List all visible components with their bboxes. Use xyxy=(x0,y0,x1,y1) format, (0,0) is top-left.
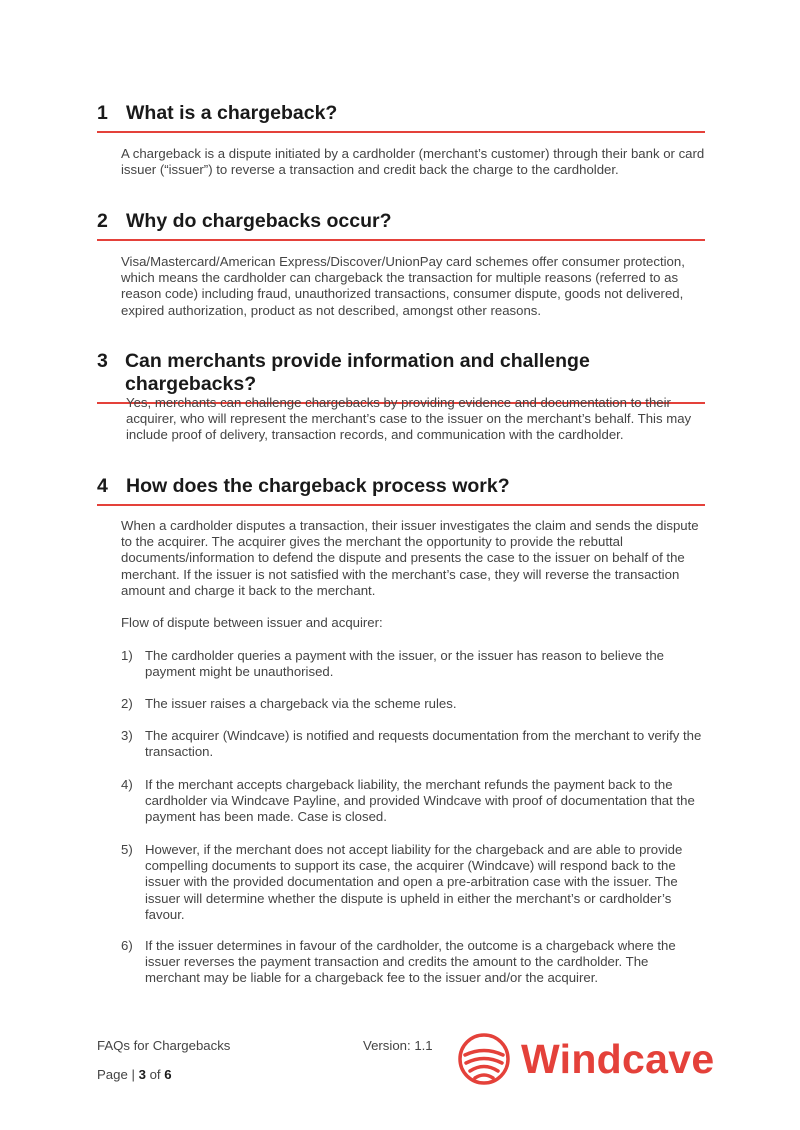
section-heading-1 xyxy=(97,102,705,133)
list-item-number: 1) xyxy=(121,648,133,663)
list-item-number: 4) xyxy=(121,777,133,792)
section-heading-2 xyxy=(97,210,705,241)
section-title: Why do chargebacks occur? xyxy=(126,210,392,232)
page-of: of xyxy=(149,1067,161,1082)
list-item xyxy=(121,696,706,712)
footer-doc-title: FAQs for Chargebacks xyxy=(97,1038,231,1053)
paragraph-what-is-chargeback: A chargeback is a dispute initiated by a cardholder (merchant’s customer) through their bank or card issuer (“issuer”) to reverse a transaction and credit back the charge to the cardholder. xyxy=(121,146,705,178)
list-item-number: 3) xyxy=(121,728,133,743)
list-item xyxy=(121,728,706,760)
list-item-text: However, if the merchant does not accept liability for the chargeback and are able to provide compelling documents to support its case, the acquirer (Windcave) will respond back to the issuer with the provided documentation and open a pre-arbitration case with the issuer. The issuer will determine whether the dispute is upheld in either the merchant’s or cardholder’s favour. xyxy=(145,842,683,922)
list-item xyxy=(121,938,706,987)
footer-version: Version: 1.1 xyxy=(363,1038,433,1053)
paragraph-flow-intro: Flow of dispute between issuer and acquirer: xyxy=(121,615,383,630)
section-title: Can merchants provide information and challenge chargebacks? xyxy=(124,350,590,395)
paragraph-why-chargebacks: Visa/Mastercard/American Express/Discover/UnionPay card schemes offer consumer protection, which means the cardholder can chargeback the transaction for multiple reasons (referred to as reason code) including fraud, unauthorized transactions, consumer dispute, goods not delivered, expired authorization, product as not described, amongst other reasons. xyxy=(121,254,685,318)
list-item-text: If the issuer determines in favour of the cardholder, the outcome is a chargeback where the issuer reverses the payment transaction and credits the amount to the cardholder. The merchant may be liable for a chargeback fee to the issuer and/or the acquirer. xyxy=(145,938,676,986)
page-label: Page | xyxy=(97,1067,135,1082)
list-item-number: 6) xyxy=(121,938,133,953)
list-item-text: The issuer raises a chargeback via the scheme rules. xyxy=(145,696,457,711)
list-item xyxy=(121,842,706,923)
page-current: 3 xyxy=(138,1067,146,1082)
list-item-text: If the merchant accepts chargeback liability, the merchant refunds the payment back to the cardholder via Windcave Payline, and provided Windcave with proof of documentation that the payment has been made. Case is closed. xyxy=(145,777,695,825)
windcave-logo-icon xyxy=(457,1033,511,1085)
paragraph-process: When a cardholder disputes a transaction, their issuer investigates the claim and sends the dispute to the acquirer. The acquirer gives the merchant the opportunity to provide the rebuttal documents/information to defend the dispute and presents the case to the issuer on behalf of the merchant. If the issuer is not satisfied with the merchant’s case, they will reverse the transaction amount and charge it back to the merchant. xyxy=(121,518,699,598)
section-title: How does the chargeback process work? xyxy=(126,475,510,497)
windcave-logo xyxy=(457,1033,713,1085)
section-number: 4 xyxy=(97,475,108,497)
paragraph-challenge-chargebacks: Yes, merchants can challenge chargebacks by providing evidence and documentation to their acquirer, who will represent the merchant’s case to the issuer on the merchant’s behalf. This may include proof of delivery, transaction records, and communication with the cardholder. xyxy=(126,395,692,443)
list-item-text: The acquirer (Windcave) is notified and requests documentation from the merchant to verify the transaction. xyxy=(145,728,702,760)
footer-page-number xyxy=(97,1067,172,1082)
list-item-number: 2) xyxy=(121,696,133,711)
list-item-text: The cardholder queries a payment with the issuer, or the issuer has reason to believe the payment might be unauthorised. xyxy=(145,648,664,680)
section-heading-4 xyxy=(97,475,705,506)
section-number: 1 xyxy=(97,102,108,124)
windcave-logo-text: Windcave xyxy=(521,1036,715,1082)
section-number: 2 xyxy=(97,210,108,232)
list-item-number: 5) xyxy=(121,842,133,857)
section-title: What is a chargeback? xyxy=(126,102,338,124)
list-item xyxy=(121,648,706,680)
section-number: 3 xyxy=(97,350,108,372)
page-total: 6 xyxy=(164,1067,172,1082)
list-item xyxy=(121,777,706,826)
